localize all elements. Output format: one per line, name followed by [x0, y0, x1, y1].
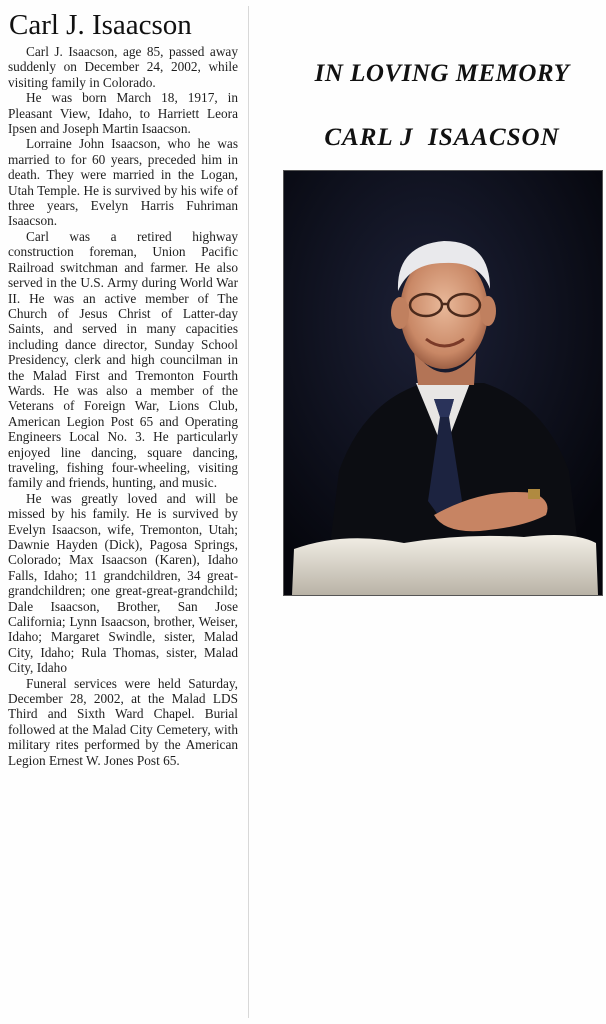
memorial-name: CARL J ISAACSON [324, 124, 560, 151]
obituary-title: Carl J. Isaacson [9, 9, 192, 41]
column-divider [248, 6, 249, 1018]
portrait-photo-icon [284, 171, 602, 595]
obituary-paragraph: He was greatly loved and will be missed by his family. He is survived by Evelyn Isaacson, wife, Tremonton, Utah; Dawnie Hayden (Dick), Pagosa Springs, Colorado; Max Isaacson (Karen), Idaho Falls, Idaho; 11 grandchildren, 34 great-grandchildren; one great-great-grandchild; Dale Isaacson, Brother, San Jose California; Lynn Isaacson, brother, Weiser, Idaho; Margaret Swindle, sister, Malad City, Idaho; Rula Thomas, sister, Malad City, Idaho [8, 490, 238, 676]
obituary-paragraph: Carl J. Isaacson, age 85, passed away suddenly on December 24, 2002, while visiting family in Colorado. [8, 44, 238, 90]
obituary-body [8, 44, 238, 768]
portrait-photo [283, 170, 603, 596]
obituary-paragraph: Carl was a retired highway construction foreman, Union Pacific Railroad switchman and farmer. He also served in the U.S. Army during World War II. He was an active member of The Church of Jesus Christ of Latter-day Saints, and served in many capacities including dance director, Sunday School Presidency, clerk and high councilman in the Malad First and Tremonton Fourth Wards. He was also a member of the Veterans of Foreign War, Lions Club, American Legion Post 65 and Operating Engineers Local No. 3. He particularly enjoyed line dancing, square dancing, traveling, fishing four-wheeling, visiting family and friends, hunting, and music. [8, 228, 238, 491]
memorial-heading: IN LOVING MEMORY [314, 60, 570, 87]
obituary-paragraph: Lorraine John Isaacson, who he was married to for 60 years, preceded him in death. They were married in the Logan, Utah Temple. He is survived by his wife of three years, Evelyn Harris Fuhriman Isaacson. [8, 136, 238, 229]
obituary-paragraph: He was born March 18, 1917, in Pleasant View, Idaho, to Harriett Leora Ipsen and Joseph Martin Isaacson. [8, 90, 238, 137]
obituary-paragraph: Funeral services were held Saturday, December 28, 2002, at the Malad LDS Third and Sixth Ward Chapel. Burial followed at the Malad City Cemetery, with military rites performed by the American Legion Ernest W. Jones Post 65. [8, 675, 238, 768]
